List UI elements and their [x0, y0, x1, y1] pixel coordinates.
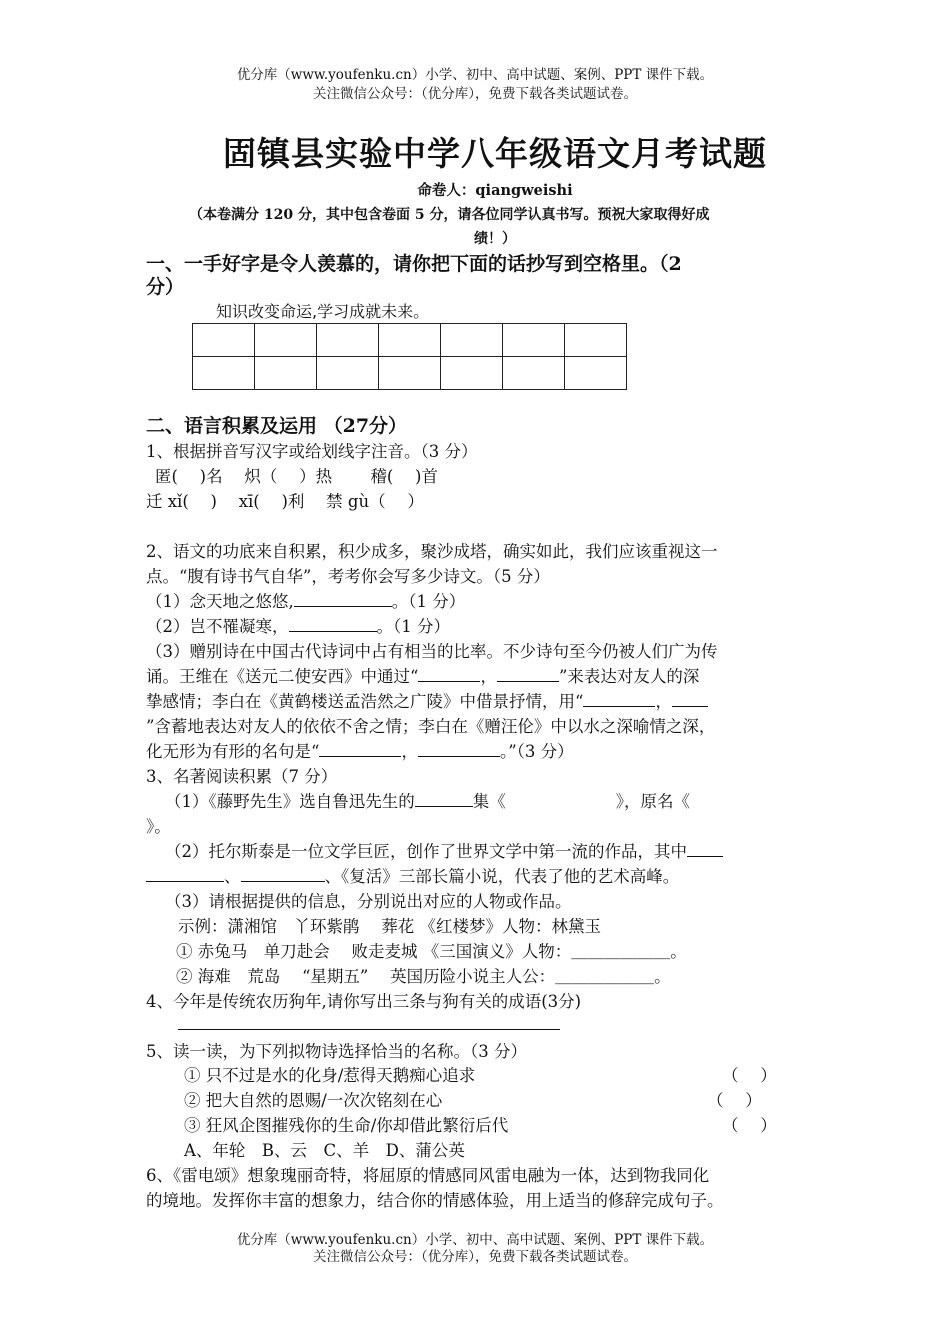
q3-text: 集《: [472, 792, 506, 811]
grid-cell[interactable]: [441, 324, 503, 357]
note-line-1: （本卷满分 120 分，其中包含卷面 5 分，请各位同学认真书写。预祝大家取得好成: [189, 207, 710, 223]
q3-sub-item-2: ② 海难 荒岛 “星期五” 英国历险小说主人公：＿＿＿＿＿＿。: [176, 967, 671, 986]
q4-answer-line[interactable]: [178, 1029, 560, 1030]
q1-row-2: 迁 xǐ( ) xī( )利 禁 gù（ ）: [146, 492, 424, 511]
grid-cell[interactable]: [193, 357, 255, 390]
answer-blank[interactable]: [497, 665, 559, 682]
q2-item-3-line-2: [146, 665, 699, 689]
q3-text: 、: [224, 867, 241, 886]
q3-item-1-line-1: [165, 790, 690, 814]
q2-item-1-start: （1）念天地之悠悠,: [146, 592, 294, 611]
q2-text: ，: [480, 667, 497, 686]
answer-blank[interactable]: [241, 865, 325, 882]
footer-line-2: 关注微信公众号：（优分库），免费下载各类试题试卷。: [313, 1249, 637, 1265]
q5-item-1-answer[interactable]: （ ）: [722, 1066, 777, 1085]
section1-heading-1: 一、一手好字是令人羡慕的，请你把下面的话抄写到空格里。（2: [146, 253, 682, 275]
note-line-2: 绩！）: [474, 231, 516, 247]
answer-blank[interactable]: [415, 790, 473, 807]
section1-heading-2: 分）: [146, 276, 185, 298]
q5-item-3-answer[interactable]: （ ）: [722, 1116, 777, 1135]
grid-cell[interactable]: [565, 324, 627, 357]
answer-blank[interactable]: [672, 690, 708, 707]
grid-cell[interactable]: [441, 357, 503, 390]
copy-sentence: 知识改变命运,学习成就未来。: [216, 302, 430, 321]
q1-stem: 1、根据拼音写汉字或给划线字注音。（3 分）: [146, 442, 478, 461]
q5-item-2-answer[interactable]: （ ）: [707, 1091, 762, 1110]
q2-text: 挚感情；李白在《黄鹤楼送孟浩然之广陵》中借景抒情，用“: [146, 692, 584, 711]
exam-title: 固镇县实验中学八年级语文月考试题: [223, 134, 767, 173]
q1-row-1: 匿( )名 炽（ ）热 稽( )首: [155, 467, 438, 486]
q2-item-1-end: 。（1 分）: [391, 592, 466, 611]
author-line: 命卷人：qiangweishi: [417, 182, 573, 199]
q2-item-3-line-1: （3）赠别诗在中国古代诗词中占有相当的比率。不少诗句至今仍被人们广为传: [146, 642, 718, 661]
q2-text: 诵。王维在《送元二使安西》中通过“: [146, 667, 419, 686]
q5-item-3: ③ 狂风企图摧残你的生命/你却借此繁衍后代: [184, 1116, 509, 1135]
q4-stem: 4、今年是传统农历狗年,请你写出三条与狗有关的成语(3分): [146, 992, 582, 1011]
answer-blank[interactable]: [418, 665, 480, 682]
grid-row: [193, 357, 627, 390]
grid-cell[interactable]: [503, 357, 565, 390]
q2-text: ，: [655, 692, 672, 711]
grid-cell[interactable]: [193, 324, 255, 357]
header-line-1: 优分库（www.youfenku.cn）小学、初中、高中试题、案例、PPT 课件下载。: [236, 67, 714, 83]
grid-cell[interactable]: [565, 357, 627, 390]
grid-cell[interactable]: [317, 357, 379, 390]
q3-item-3: （3）请根据提供的信息，分别说出对应的人物或作品。: [165, 892, 572, 911]
answer-blank[interactable]: [418, 740, 500, 757]
answer-blank[interactable]: [319, 740, 401, 757]
q2-item-2: [146, 615, 450, 639]
grid-cell[interactable]: [379, 324, 441, 357]
q2-item-3-line-4: ”含蓄地表达对友人的依依不舍之情；李白在《赠汪伦》中以水之深喻情之深，: [146, 717, 716, 736]
q5-item-1: ① 只不过是水的化身/惹得天鹅痴心追求: [184, 1066, 476, 1085]
q6-line-2: 的境地。发挥你丰富的想象力，结合你的情感体验，用上适当的修辞完成句子。: [146, 1191, 724, 1210]
q2-stem-2: 点。“腹有诗书气自华”，考考你会写多少诗文。（5 分）: [146, 567, 550, 586]
q3-stem: 3、名著阅读积累（7 分）: [146, 767, 338, 786]
footer-line-1: 优分库（www.youfenku.cn）小学、初中、高中试题、案例、PPT 课件下载。: [236, 1232, 714, 1248]
handwriting-grid: [192, 323, 627, 390]
q2-item-2-start: （2）岂不罹凝寒，: [146, 617, 289, 636]
grid-row: [193, 324, 627, 357]
grid-cell[interactable]: [255, 324, 317, 357]
q2-text: 化无形为有形的名句是“: [146, 742, 320, 761]
answer-blank[interactable]: [146, 865, 224, 882]
section2-heading: 二、语言积累及运用 （27分）: [146, 415, 408, 437]
q3-item-2-line-1: [165, 840, 723, 864]
q5-item-2: ② 把大自然的恩赐/一次次铭刻在心: [184, 1091, 443, 1110]
answer-blank[interactable]: [687, 840, 723, 857]
q2-text: 。”（3 分）: [499, 742, 574, 761]
grid-cell[interactable]: [317, 324, 379, 357]
header-line-2: 关注微信公众号：（优分库），免费下载各类试题试卷。: [313, 86, 637, 102]
q3-text: （2）托尔斯泰是一位文学巨匠，创作了世界文学中第一流的作品，其中: [165, 842, 687, 861]
q2-item-3-line-3: [146, 690, 708, 714]
q5-stem: 5、读一读，为下列拟物诗选择恰当的名称。（3 分）: [146, 1042, 527, 1061]
q2-item-2-end: 。（1 分）: [376, 617, 450, 636]
q3-text: （1）《藤野先生》选自鲁迅先生的: [165, 792, 415, 811]
q2-stem-1: 2、语文的功底来自积累，积少成多，聚沙成塔，确实如此，我们应该重视这一: [146, 542, 718, 561]
q2-text: ”来表达对友人的深: [558, 667, 700, 686]
answer-blank[interactable]: [294, 590, 392, 607]
q5-options: A、年轮 B、云 C、羊 D、蒲公英: [184, 1141, 465, 1160]
q3-text: 》，原名《: [615, 792, 690, 811]
q3-text: 、《复活》三部长篇小说，代表了他的艺术高峰。: [324, 867, 680, 886]
grid-cell[interactable]: [255, 357, 317, 390]
q3-item-2-line-2: [146, 865, 679, 889]
answer-blank[interactable]: [289, 615, 377, 632]
grid-cell[interactable]: [503, 324, 565, 357]
q3-item-1-line-2: 》。: [146, 817, 171, 836]
answer-blank[interactable]: [583, 690, 655, 707]
q6-line-1: 6、《雷电颂》想象瑰丽奇特，将屈原的情感同风雷电融为一体，达到物我同化: [146, 1166, 710, 1185]
q2-item-3-line-5: [146, 740, 574, 764]
q2-item-1: [146, 590, 465, 614]
grid-cell[interactable]: [379, 357, 441, 390]
q3-sub-item-1: ① 赤兔马 单刀赴会 败走麦城 《三国演义》人物：＿＿＿＿＿＿。: [176, 942, 687, 961]
q2-text: ，: [401, 742, 418, 761]
q3-example: 示例：潇湘馆 丫环紫鹃 葬花 《红楼梦》人物：林黛玉: [178, 917, 601, 936]
